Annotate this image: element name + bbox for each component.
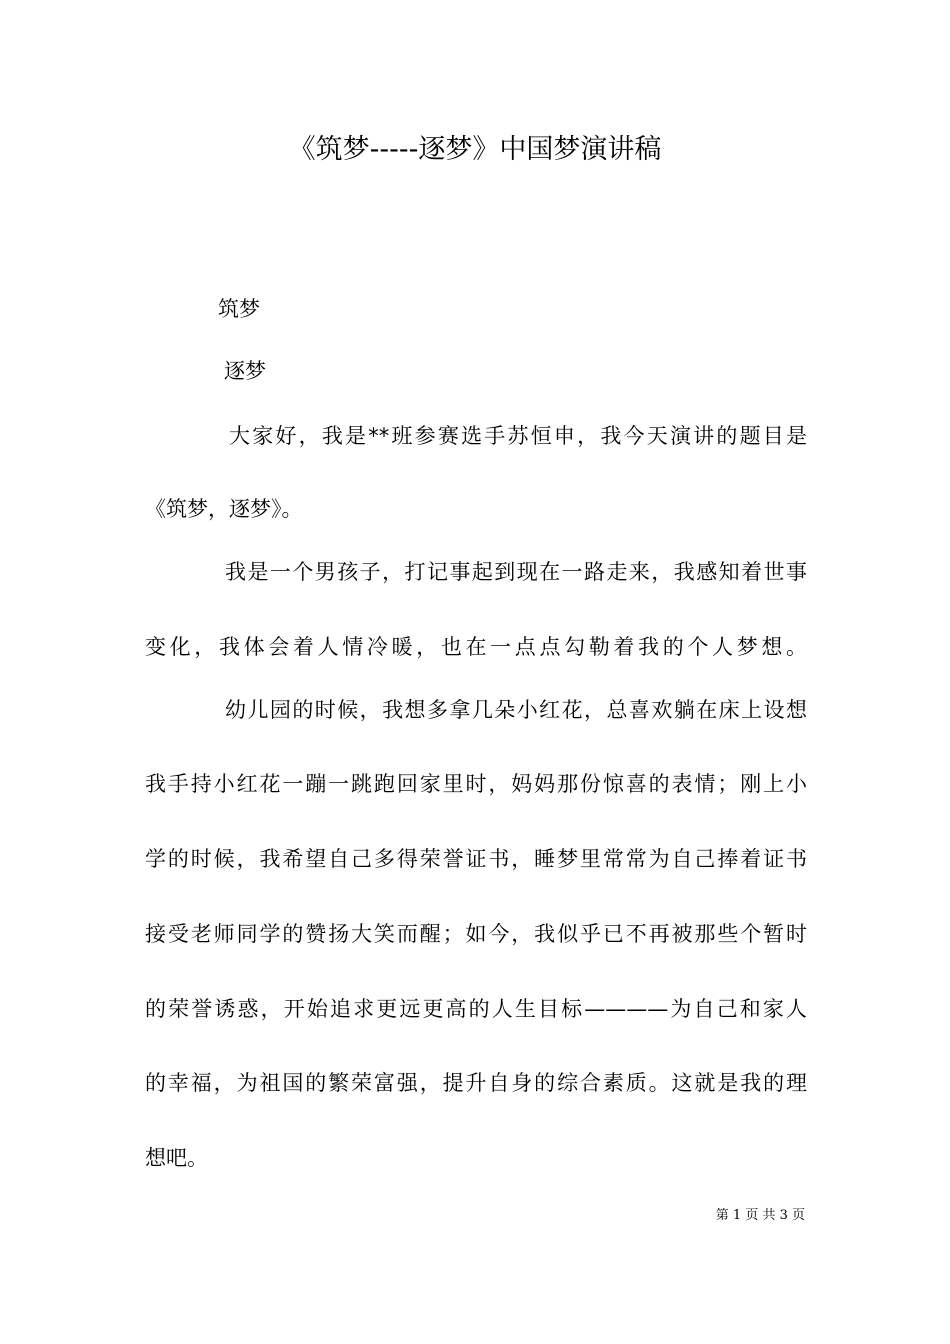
paragraph-line: 大家好，我是**班参赛选手苏恒申，我今天演讲的题目是 (229, 424, 807, 448)
paragraph-line: 我手持小红花一蹦一跳跑回家里时，妈妈那份惊喜的表情；刚上小 (145, 772, 807, 796)
heading-zhumeng: 筑梦 (218, 297, 260, 321)
paragraph-line: 我是一个男孩子，打记事起到现在一路走来，我感知着世事 (225, 560, 807, 584)
paragraph-line: 想吧。 (145, 1146, 208, 1170)
paragraph-line: 的幸福，为祖国的繁荣富强，提升自身的综合素质。这就是我的理 (145, 1071, 807, 1095)
paragraph-line: 幼儿园的时候，我想多拿几朵小红花，总喜欢躺在床上设想 (225, 698, 807, 722)
heading-zhumeng-2: 逐梦 (224, 359, 266, 383)
paragraph-line: 的荣誉诱惑，开始追求更远更高的人生目标————为自己和家人 (145, 997, 807, 1021)
paragraph-line: 变化，我体会着人情冷暖，也在一点点勾勒着我的个人梦想。 (145, 635, 807, 659)
paragraph-line: 接受老师同学的赞扬大笑而醒；如今，我似乎已不再被那些个暂时 (145, 922, 807, 946)
document-title: 《筑梦-----逐梦》中国梦演讲稿 (288, 134, 662, 165)
paragraph-line: 《筑梦，逐梦》。 (145, 497, 303, 521)
page-number-footer: 第 1 页 共 3 页 (715, 1208, 805, 1223)
paragraph-line: 学的时候，我希望自己多得荣誉证书，睡梦里常常为自己捧着证书 (145, 847, 807, 871)
